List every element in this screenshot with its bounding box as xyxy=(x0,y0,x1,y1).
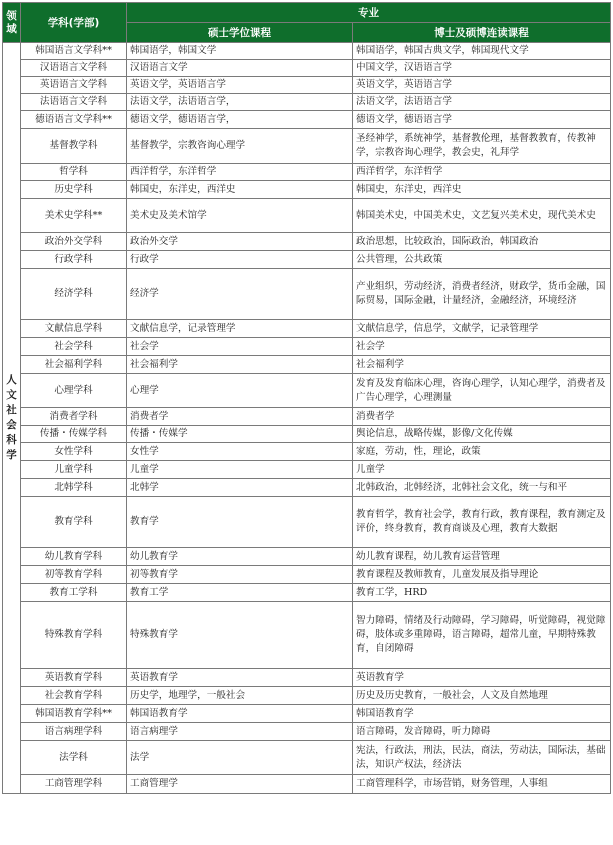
table-row xyxy=(3,426,611,443)
subject-cell: 英语教育学科 xyxy=(21,669,127,687)
table-row xyxy=(3,775,611,794)
masters-cell: 消费者学 xyxy=(127,408,353,426)
table-row xyxy=(3,479,611,497)
masters-cell: 社会学 xyxy=(127,338,353,356)
subject-cell: 特殊教育学科 xyxy=(21,602,127,669)
domain-header xyxy=(3,3,21,43)
table-row xyxy=(3,705,611,723)
table-row xyxy=(3,741,611,775)
table-header xyxy=(3,3,611,43)
table-row xyxy=(3,461,611,479)
masters-cell: 语言病理学 xyxy=(127,723,353,741)
doctoral-cell: 历史及历史教育，一般社会，人文及自然地理 xyxy=(353,687,611,705)
subject-cell: 韩国语言文学科** xyxy=(21,43,127,60)
table-row xyxy=(3,233,611,251)
masters-cell: 西洋哲学，东洋哲学 xyxy=(127,164,353,181)
subject-cell: 幼儿教育学科 xyxy=(21,548,127,566)
subject-cell: 教育学科 xyxy=(21,497,127,548)
masters-cell: 英语教育学 xyxy=(127,669,353,687)
doctoral-cell: 智力障碍，情绪及行动障碍，学习障碍，听觉障碍，视觉障碍，肢体或多重障碍，语言障碍，超常儿童，早期特殊教育，自闭障碍 xyxy=(353,602,611,669)
table-row xyxy=(3,408,611,426)
table-row xyxy=(3,443,611,461)
table-row xyxy=(3,602,611,669)
subject-cell: 文献信息学科 xyxy=(21,320,127,338)
subject-cell: 社会学科 xyxy=(21,338,127,356)
subject-cell: 消费者学科 xyxy=(21,408,127,426)
doctoral-cell: 圣经神学，系统神学，基督教伦理，基督教教育，传教神学，宗教咨询心理学，教会史，礼拜学 xyxy=(353,129,611,164)
doctoral-cell: 西洋哲学，东洋哲学 xyxy=(353,164,611,181)
table-row xyxy=(3,129,611,164)
doctoral-cell: 法语文学，法语语言学 xyxy=(353,94,611,111)
masters-cell: 经济学 xyxy=(127,269,353,320)
masters-cell: 基督教学，宗教咨询心理学 xyxy=(127,129,353,164)
doctoral-cell: 教育课程及教师教育，儿童发展及指导理论 xyxy=(353,566,611,584)
masters-cell: 法学 xyxy=(127,741,353,775)
masters-cell: 德语文学，德语语言学， xyxy=(127,111,353,129)
subject-cell: 传播・传媒学科 xyxy=(21,426,127,443)
doctoral-cell: 韩国美术史，中国美术史，文艺复兴美术史，现代美术史 xyxy=(353,199,611,233)
doctoral-cell: 消费者学 xyxy=(353,408,611,426)
masters-cell: 美术史及美术馆学 xyxy=(127,199,353,233)
subject-cell: 行政学科 xyxy=(21,251,127,269)
masters-cell: 韩国史，东洋史，西洋史 xyxy=(127,181,353,199)
doctoral-cell: 教育工学，HRD xyxy=(353,584,611,602)
doctoral-cell: 家庭，劳动，性，理论，政策 xyxy=(353,443,611,461)
subject-cell: 哲学科 xyxy=(21,164,127,181)
masters-cell: 行政学 xyxy=(127,251,353,269)
doctoral-cell: 发育及发育临床心理，咨询心理学，认知心理学，消费者及广告心理学，心理测量 xyxy=(353,374,611,408)
subject-cell: 北韩学科 xyxy=(21,479,127,497)
subject-cell: 语言病理学科 xyxy=(21,723,127,741)
subject-cell: 女性学科 xyxy=(21,443,127,461)
subject-cell: 法语语言文学科 xyxy=(21,94,127,111)
subject-cell: 心理学科 xyxy=(21,374,127,408)
subject-cell: 基督教学科 xyxy=(21,129,127,164)
table-row xyxy=(3,94,611,111)
masters-cell: 韩国语学，韩国文学 xyxy=(127,43,353,60)
table-row xyxy=(3,181,611,199)
doctoral-cell: 舆论信息，战略传媒，影像/文化传媒 xyxy=(353,426,611,443)
doctoral-cell: 英语教育学 xyxy=(353,669,611,687)
table-row xyxy=(3,164,611,181)
table-row xyxy=(3,669,611,687)
doctoral-cell: 韩国史，东洋史，西洋史 xyxy=(353,181,611,199)
masters-cell: 法语文学，法语语言学， xyxy=(127,94,353,111)
masters-cell: 工商管理学 xyxy=(127,775,353,794)
doctoral-cell: 幼儿教育课程，幼儿教育运营管理 xyxy=(353,548,611,566)
masters-header: 硕士学位课程 xyxy=(127,23,353,43)
table-row xyxy=(3,43,611,60)
masters-cell: 女性学 xyxy=(127,443,353,461)
table-row xyxy=(3,584,611,602)
programs-table xyxy=(2,2,611,794)
subject-cell: 政治外交学科 xyxy=(21,233,127,251)
subject-cell: 汉语语言文学科 xyxy=(21,60,127,77)
doctoral-cell: 社会福利学 xyxy=(353,356,611,374)
masters-cell: 教育学 xyxy=(127,497,353,548)
doctoral-cell: 语言障碍，发音障碍，听力障碍 xyxy=(353,723,611,741)
doctoral-cell: 北韩政治，北韩经济，北韩社会文化，统一与和平 xyxy=(353,479,611,497)
doctoral-cell: 韩国语教育学 xyxy=(353,705,611,723)
table-row xyxy=(3,338,611,356)
masters-cell: 传播・传媒学 xyxy=(127,426,353,443)
doctoral-cell: 文献信息学，信息学，文献学，记录管理学 xyxy=(353,320,611,338)
subject-cell: 韩国语教育学科** xyxy=(21,705,127,723)
doctoral-cell: 儿童学 xyxy=(353,461,611,479)
table-row xyxy=(3,111,611,129)
doctoral-cell: 德语文学，德语语言学 xyxy=(353,111,611,129)
subject-cell: 经济学科 xyxy=(21,269,127,320)
table-body xyxy=(3,43,611,794)
masters-cell: 历史学，地理学，一般社会 xyxy=(127,687,353,705)
table-row xyxy=(3,497,611,548)
table-row xyxy=(3,374,611,408)
doctoral-cell: 公共管理，公共政策 xyxy=(353,251,611,269)
table-row xyxy=(3,60,611,77)
table-row xyxy=(3,687,611,705)
table-row xyxy=(3,269,611,320)
domain-cell xyxy=(3,43,21,794)
masters-cell: 教育工学 xyxy=(127,584,353,602)
subject-cell: 社会福利学科 xyxy=(21,356,127,374)
masters-cell: 北韩学 xyxy=(127,479,353,497)
subject-header: 学科(学部) xyxy=(21,3,127,43)
doctoral-cell: 工商管理科学，市场营销，财务管理，人事组 xyxy=(353,775,611,794)
domain-header-label: 领域 xyxy=(6,9,17,35)
table-row xyxy=(3,251,611,269)
subject-cell: 初等教育学科 xyxy=(21,566,127,584)
doctoral-cell: 英语文学，英语语言学 xyxy=(353,77,611,94)
subject-cell: 社会教育学科 xyxy=(21,687,127,705)
subject-cell: 历史学科 xyxy=(21,181,127,199)
table-row xyxy=(3,320,611,338)
doctoral-cell: 中国文学，汉语语言学 xyxy=(353,60,611,77)
subject-cell: 法学科 xyxy=(21,741,127,775)
doctoral-cell: 韩国语学，韩国古典文学，韩国现代文学 xyxy=(353,43,611,60)
doctoral-cell: 产业组织，劳动经济，消费者经济，财政学，货币金融，国际贸易，国际金融，计量经济，金融经济，环境经济 xyxy=(353,269,611,320)
doctoral-cell: 宪法，行政法，刑法，民法，商法，劳动法，国际法，基础法，知识产权法，经济法 xyxy=(353,741,611,775)
masters-cell: 特殊教育学 xyxy=(127,602,353,669)
subject-cell: 德语语言文学科** xyxy=(21,111,127,129)
doctoral-cell: 政治思想，比较政治，国际政治，韩国政治 xyxy=(353,233,611,251)
masters-cell: 幼儿教育学 xyxy=(127,548,353,566)
masters-cell: 社会福利学 xyxy=(127,356,353,374)
table-row xyxy=(3,356,611,374)
table-row xyxy=(3,566,611,584)
subject-cell: 美术史学科** xyxy=(21,199,127,233)
table-row xyxy=(3,723,611,741)
subject-cell: 英语语言文学科 xyxy=(21,77,127,94)
masters-cell: 汉语语言文学 xyxy=(127,60,353,77)
masters-cell: 初等教育学 xyxy=(127,566,353,584)
table-row xyxy=(3,77,611,94)
doctoral-cell: 教育哲学，教育社会学，教育行政，教育课程，教育测定及评价，终身教育，教育商谈及心理，教育大数据 xyxy=(353,497,611,548)
subject-cell: 工商管理学科 xyxy=(21,775,127,794)
masters-cell: 儿童学 xyxy=(127,461,353,479)
domain-label: 人文社会科学 xyxy=(6,374,17,461)
doctoral-header: 博士及硕博连读课程 xyxy=(353,23,611,43)
subject-cell: 教育工学科 xyxy=(21,584,127,602)
subject-cell: 儿童学科 xyxy=(21,461,127,479)
table-row xyxy=(3,199,611,233)
masters-cell: 英语文学，英语语言学 xyxy=(127,77,353,94)
masters-cell: 文献信息学，记录管理学 xyxy=(127,320,353,338)
masters-cell: 政治外交学 xyxy=(127,233,353,251)
table-row xyxy=(3,548,611,566)
major-header: 专业 xyxy=(127,3,611,23)
masters-cell: 心理学 xyxy=(127,374,353,408)
masters-cell: 韩国语教育学 xyxy=(127,705,353,723)
doctoral-cell: 社会学 xyxy=(353,338,611,356)
